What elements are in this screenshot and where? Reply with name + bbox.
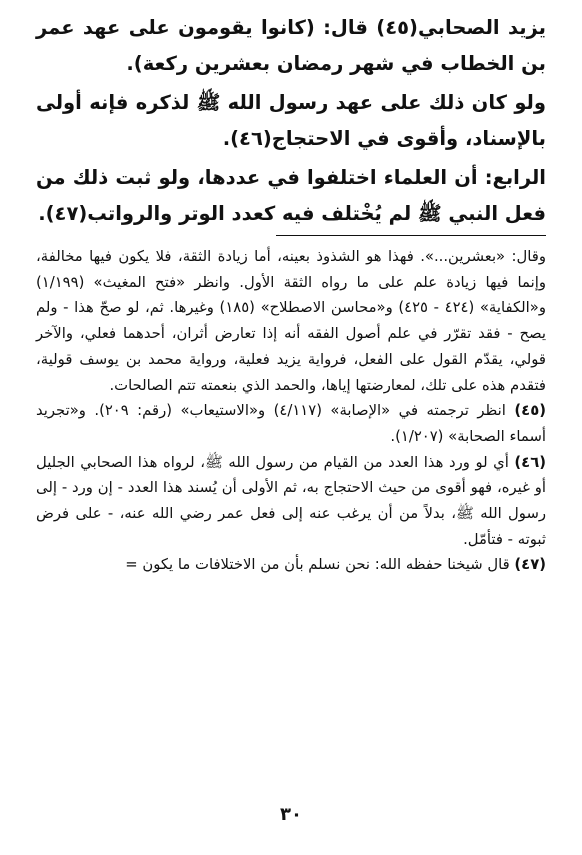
footnote-47-text: قال شيخنا حفظه الله: نحن نسلم بأن من الاختلافات ما يكون = [125,556,515,574]
footnote-45-text: انظر ترجمته في «الإصابة» (٤/١١٧) و«الاستيعاب» (رقم: ٢٠٩). و«تجريد أسماء الصحابة» (١/٢٠٧). [36,402,546,445]
footnote-47-number: (٤٧) [514,556,546,574]
footnotes [36,244,546,578]
main-paragraph-3-body: أن العلماء اختلفوا في عددها، ولو ثبت ذلك من فعل النبي ﷺ لم يُخْتلف فيه كعدد الوتر والرواتب(٤٧). [36,166,546,225]
section-lead: الرابع: [484,166,546,189]
footnote-45-number: (٤٥) [514,402,546,420]
main-paragraph-3 [36,160,546,231]
footnote-46-text: أي لو ورد هذا العدد من القيام من رسول الله ﷺ، لرواه هذا الصحابي الجليل أو غيره، فهو أقوى من حيث الاحتجاج به، ثم الأولى أن يُسند هذا العدد - إن ورد - إلى رسول الله ﷺ، بدلاً من أن يرغب عنه إلى فعل عمر رضي الله عنه، - على فرض ثبوته - فتأمّل. [36,453,546,548]
footnote-continuation: وقال: «بعشرين...». فهذا هو الشذوذ بعينه، أما زيادة الثقة، فلا يكون فيها مخالفة، وإنما فيها زيادة علم على ما رواه الثقة الأول. وانظر «فتح المغيث» (١/١٩٩) و«الكفاية» (٤٢٤ - ٤٢٥) و«محاسن الاصطلاح» (١٨٥) وغيرها. ثم، لو صحّ هذا - ولم يصح - فقد تقرّر في علم أصول الفقه أنه إذا تعارض أثران، أحدهما فعلي، والآخر قولي، يقدّم القول على الفعل، فرواية يزيد فعلية، ورواية محمد بن يوسف قولية، فتقدم هذه على تلك، لمعارضتها إياها، والحمد الذي بنعمته تتم الصالحات. [36,248,546,394]
footnote-47 [36,552,546,578]
main-paragraph-1: يزيد الصحابي(٤٥) قال: (كانوا يقومون على عهد عمر بن الخطاب في شهر رمضان بعشرين ركعة). [36,16,546,75]
main-text [36,10,546,231]
main-paragraph-2: ولو كان ذلك على عهد رسول الله ﷺ لذكره فإنه أولى بالإسناد، وأقوى في الاحتجاج(٤٦). [36,91,546,150]
footnote-46 [36,450,546,553]
book-page [36,10,546,845]
footnote-separator [276,235,546,236]
footnote-46-number: (٤٦) [514,453,546,471]
page-number: ٣٠ [280,804,302,825]
footnote-45 [36,398,546,449]
